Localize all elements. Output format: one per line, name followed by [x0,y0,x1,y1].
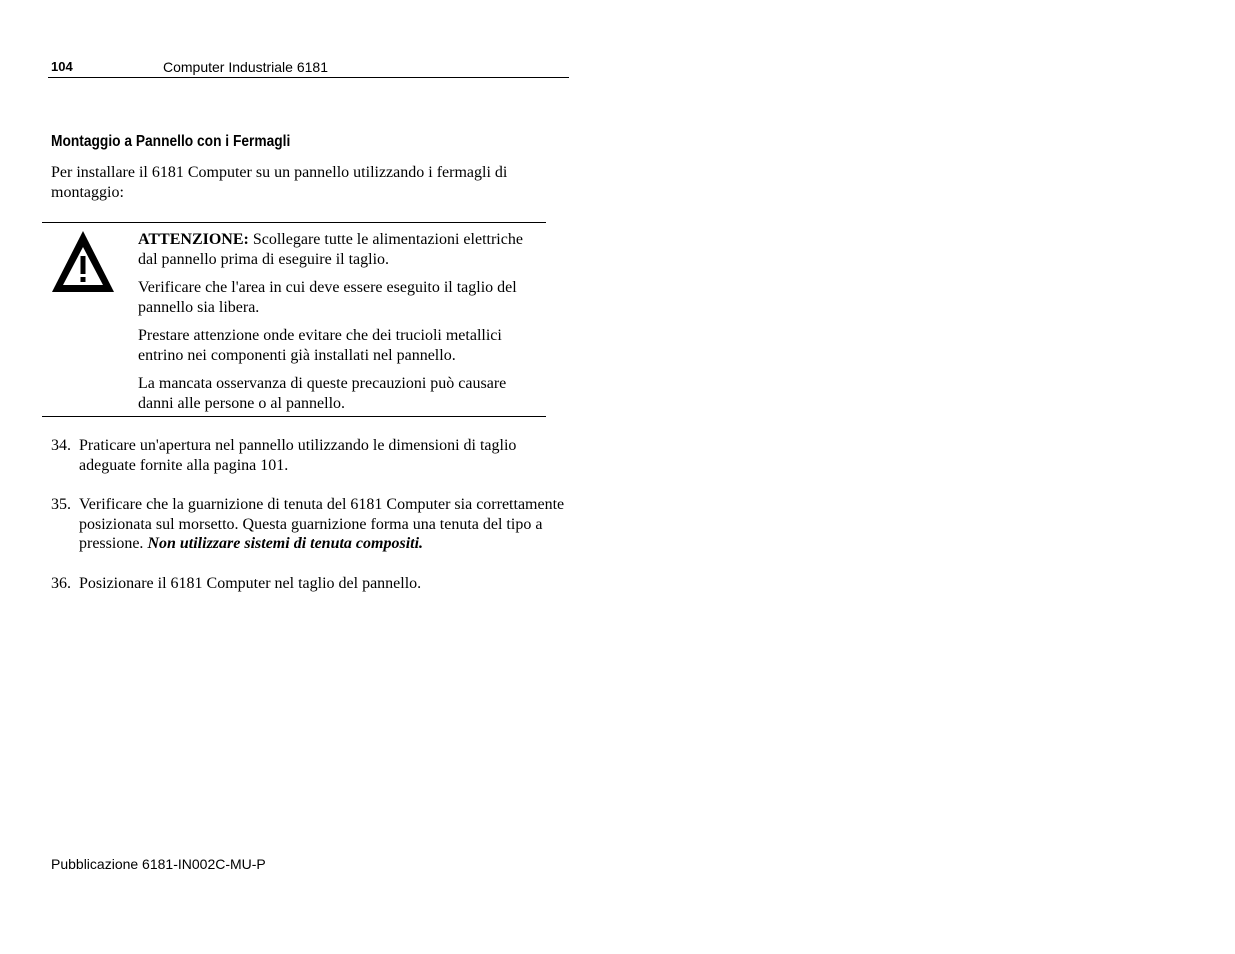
warning-paragraph: Prestare attenzione onde evitare che dei trucioli metallici entrino nei componenti già installati nel pannello. [138,327,502,364]
publication-footer: Pubblicazione 6181-IN002C-MU-P [51,856,266,872]
section-title: Montaggio a Pannello con i Fermagli [51,133,291,150]
warning-triangle-icon [50,228,116,294]
step-item [51,436,566,475]
warning-label: ATTENZIONE: [138,231,249,248]
step-text: Posizionare il 6181 Computer nel taglio del pannello. [79,574,422,592]
page-number: 104 [51,59,73,74]
warning-box [42,222,546,417]
warning-paragraph: ATTENZIONE: Scollegare tutte le alimentazioni elettriche dal pannello prima di eseguire il taglio. [138,231,523,268]
step-number: 35. [51,496,71,513]
warning-paragraph: Verificare che l'area in cui deve essere eseguito il taglio del pannello sia libera. [138,279,517,316]
step-item [51,574,566,594]
step-text: Verificare che la guarnizione di tenuta del 6181 Computer sia correttamente posizionata sul morsetto. Questa guarnizione forma una tenuta del tipo a pressione. Non utilizzare sistemi di tenuta compositi. [79,496,565,552]
step-item [51,495,566,554]
document-title: Computer Industriale 6181 [163,59,328,75]
step-text: Praticare un'apertura nel pannello utilizzando le dimensioni di taglio adeguate fornite alla pagina 101. [79,437,517,474]
step-number: 34. [51,437,71,454]
warning-text [138,230,543,422]
intro-paragraph: Per installare il 6181 Computer su un pannello utilizzando i fermagli di montaggio: [51,164,508,201]
step-number: 36. [51,574,71,592]
warning-paragraph: La mancata osservanza di queste precauzioni può causare danni alle persone o al pannello. [138,375,507,412]
page-header [48,58,569,78]
steps-list [51,436,566,593]
step-emphasis: Non utilizzare sistemi di tenuta compositi. [147,535,424,552]
